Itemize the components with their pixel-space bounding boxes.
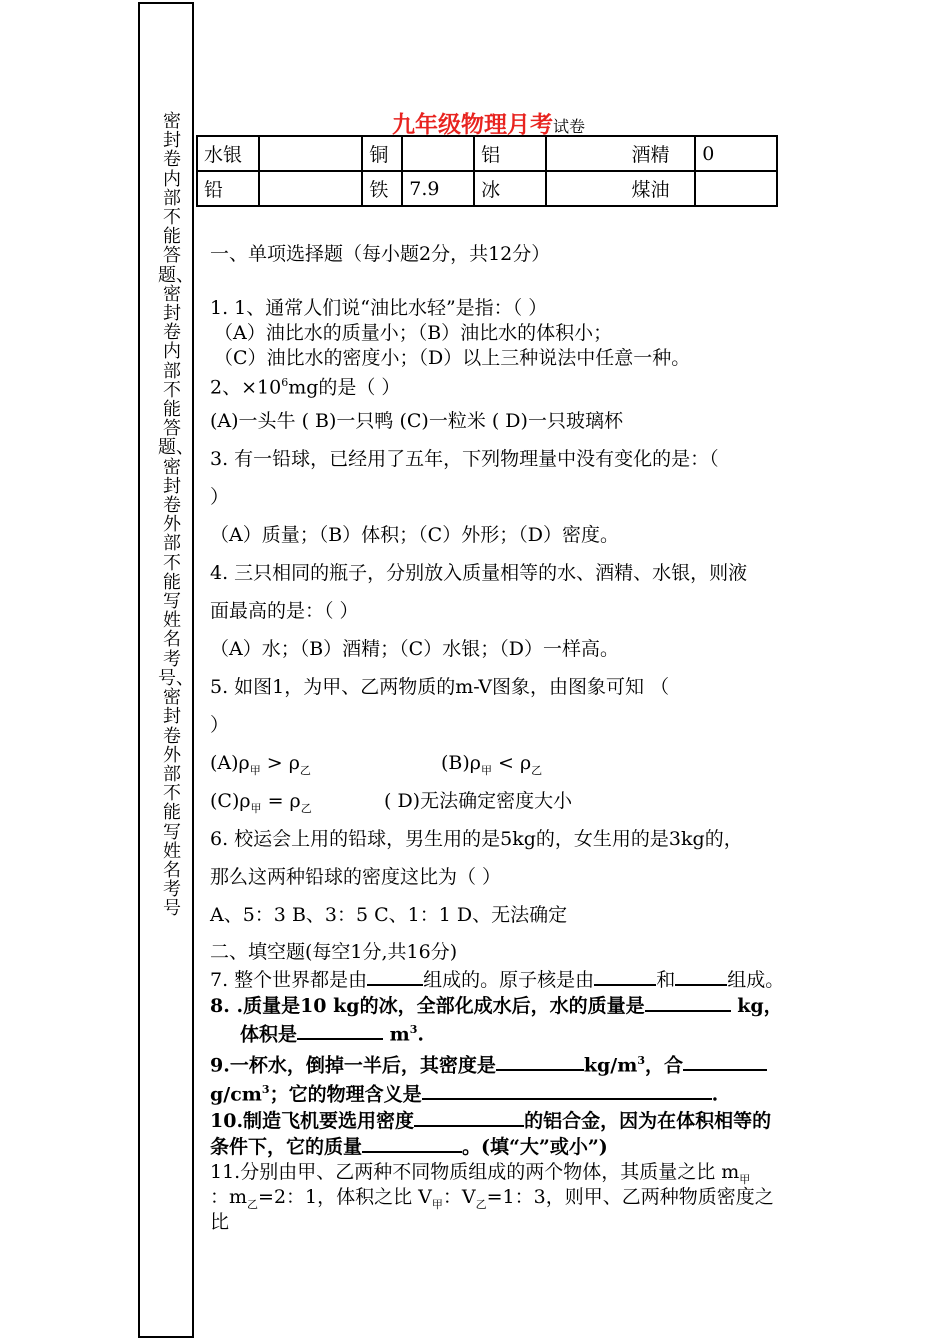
q9-text-c: ，合 xyxy=(645,1054,684,1077)
table-row xyxy=(197,171,777,206)
q4-stem: 4. 三只相同的瓶子，分别放入质量相等的水、酒精、水银，则液 xyxy=(210,562,748,584)
q5-a-sub-yi: 乙 xyxy=(299,763,311,777)
table-cell-label: 铅 xyxy=(197,171,259,206)
q3-options: （A）质量；（B）体积；（C）外形；（D）密度。 xyxy=(210,524,619,546)
q7-blank-1[interactable] xyxy=(367,966,423,986)
q9-sup-2: 3 xyxy=(261,1083,270,1096)
q10-blank-2[interactable] xyxy=(362,1133,462,1153)
q4-stem-cont: 面最高的是：（ ） xyxy=(210,600,359,622)
q1-options-ab: （A）油比水的质量小；（B）油比水的体积小； xyxy=(214,322,613,344)
q10-text-b: 的铝合金，因为在体积相等的 xyxy=(524,1110,772,1132)
q8-text-d: m xyxy=(383,1023,410,1046)
table-cell-label: 酒精 xyxy=(625,136,695,171)
q5-option-d: ( D)无法确定密度大小 xyxy=(384,790,573,812)
q5-option-c xyxy=(210,789,312,821)
section2-heading: 二、填空题(每空1分,共16分) xyxy=(210,941,458,963)
q9-text-f: . xyxy=(711,1083,719,1106)
q7-text-a: 7. 整个世界都是由 xyxy=(210,969,368,991)
q2-stem-suffix: mg的是（ ） xyxy=(288,376,401,399)
q8-line2 xyxy=(240,1018,424,1046)
q3-stem-cont: ） xyxy=(210,486,230,508)
q3-stem: 3. 有一铅球，已经用了五年，下列物理量中没有变化的是：（ xyxy=(210,448,719,470)
table-row xyxy=(197,136,777,171)
q5-option-a xyxy=(210,751,311,783)
q8-sup: 3 xyxy=(409,1023,418,1036)
q9-text-a: 9.一杯水，倒掉一半后，其密度是 xyxy=(210,1054,496,1077)
title-main: 九年级物理月考 xyxy=(392,111,553,138)
q5-b-sub-jia: 甲 xyxy=(480,763,492,777)
q7-blank-2[interactable] xyxy=(594,966,656,986)
q6-stem: 6. 校运会上用的铅球，男生用的是5kg的，女生用的是3kg的， xyxy=(210,828,743,850)
q10-text-c: 条件下，它的质量 xyxy=(210,1136,363,1158)
table-cell-value xyxy=(402,136,474,171)
q11-sub-jia-1: 甲 xyxy=(739,1172,751,1186)
table-cell-label: 煤油 xyxy=(625,171,695,206)
q10-blank-1[interactable] xyxy=(414,1107,524,1127)
table-cell-value xyxy=(259,136,362,171)
q11-sub-yi-1: 乙 xyxy=(247,1197,259,1211)
q6-options: A、5：3 B、3：5 C、1：1 D、无法确定 xyxy=(210,904,568,926)
table-cell-label: 铜 xyxy=(362,136,402,171)
q5-a-rho: (A)ρ xyxy=(210,752,250,774)
q8-blank-1[interactable] xyxy=(645,992,731,1012)
q9-blank-3[interactable] xyxy=(422,1080,712,1100)
q9-text-b: kg/m xyxy=(583,1054,638,1077)
seal-strip-text: 密封卷内部不能答题、密封卷内部不能答题、密封卷外部不能写姓名考号、密封卷外部不能写姓名考号 xyxy=(158,111,194,920)
q1-options-cd: （C）油比水的密度小；（D）以上三种说法中任意一种。 xyxy=(214,347,691,369)
q5-c-rho: (C)ρ xyxy=(210,790,251,812)
q6-stem-cont: 那么这两种铅球的密度这比为（ ） xyxy=(210,866,502,888)
q5-option-b xyxy=(441,751,542,783)
q10-line2 xyxy=(210,1133,608,1159)
q9-blank-1[interactable] xyxy=(496,1051,584,1071)
table-cell-label: 冰 xyxy=(474,171,546,206)
q5-stem: 5. 如图1，为甲、乙两物质的m-V图象，由图象可知 （ xyxy=(210,676,670,698)
q11-sub-jia-2: 甲 xyxy=(431,1197,443,1211)
q8-text-b: kg， xyxy=(730,995,783,1017)
table-cell-value xyxy=(259,171,362,206)
q5-a-sub-jia: 甲 xyxy=(249,763,261,777)
table-cell-value: 7.9 xyxy=(402,171,474,206)
table-cell-value xyxy=(695,171,777,206)
q8-text-a: 8. .质量是10 kg的冰，全部化成水后，水的质量是 xyxy=(210,995,645,1017)
q9-sup-1: 3 xyxy=(637,1054,645,1067)
q9-line2 xyxy=(210,1078,718,1106)
q2-stem-prefix: 2、×10 xyxy=(210,376,282,399)
q1-stem: 1. 1、通常人们说“油比水轻”是指：（ ） xyxy=(210,297,548,319)
q7-text-c: 和 xyxy=(656,969,676,991)
title-suffix: 试卷 xyxy=(553,117,586,136)
q11-text-e: =1：3，则甲、乙两种物质密度之 xyxy=(486,1186,774,1208)
q9-text-d: g/cm xyxy=(210,1083,262,1106)
q11-line2 xyxy=(210,1185,774,1217)
table-cell-label: 铁 xyxy=(362,171,402,206)
q5-stem-cont: ） xyxy=(210,714,230,736)
q5-c-sub-jia: 甲 xyxy=(250,801,262,815)
q5-b-rho: (B)ρ xyxy=(441,752,481,774)
q5-b-lt: < ρ xyxy=(491,752,532,774)
table-cell-value xyxy=(546,171,626,206)
q9-text-e: ；它的物理含义是 xyxy=(269,1083,422,1106)
q11-line3: 比 xyxy=(210,1211,230,1233)
q10-line1 xyxy=(210,1107,771,1133)
table-cell-value xyxy=(546,136,626,171)
q2-options: (A)一头牛 ( B)一只鸭 (C)一粒米 ( D)一只玻璃杯 xyxy=(210,410,623,432)
q9-blank-2[interactable] xyxy=(683,1051,767,1071)
table-cell-label: 铝 xyxy=(474,136,546,171)
q5-c-eq: = ρ xyxy=(261,790,301,812)
table-cell-label: 水银 xyxy=(197,136,259,171)
q5-b-sub-yi: 乙 xyxy=(531,763,543,777)
q5-c-sub-yi: 乙 xyxy=(300,801,312,815)
q10-text-d: 。(填“大”或小”) xyxy=(462,1136,608,1158)
q2-stem xyxy=(210,371,400,399)
q11-text-b: ：m xyxy=(210,1186,248,1208)
q11-text-d: ：V xyxy=(442,1186,476,1208)
q10-text-a: 10.制造飞机要选用密度 xyxy=(210,1110,415,1132)
q7-text-d: 组成。 xyxy=(727,969,785,991)
q8-text-e: . xyxy=(417,1023,425,1046)
q7 xyxy=(210,966,784,992)
q8-blank-2[interactable] xyxy=(297,1020,383,1040)
q7-blank-3[interactable] xyxy=(675,966,727,986)
q5-a-gt: > ρ xyxy=(260,752,300,774)
q11-text-c: =2：1，体积之比 V xyxy=(258,1186,432,1208)
q11-text-a: 11.分别由甲、乙两种不同物质组成的两个物体，其质量之比 m xyxy=(210,1161,740,1183)
q8-text-c: 体积是 xyxy=(240,1023,298,1046)
q11-sub-yi-2: 乙 xyxy=(475,1197,487,1211)
q4-options: （A）水；（B）酒精；（C）水银；（D）一样高。 xyxy=(210,638,619,660)
q9-line1 xyxy=(210,1049,767,1077)
table-cell-value: 0 xyxy=(695,136,777,171)
q8-line1 xyxy=(210,992,783,1018)
section1-heading: 一、单项选择题（每小题2分，共12分） xyxy=(210,243,551,265)
q2-stem-sup: 6 xyxy=(281,376,289,389)
density-table xyxy=(196,135,778,207)
q7-text-b: 组成的。原子核是由 xyxy=(423,969,595,991)
